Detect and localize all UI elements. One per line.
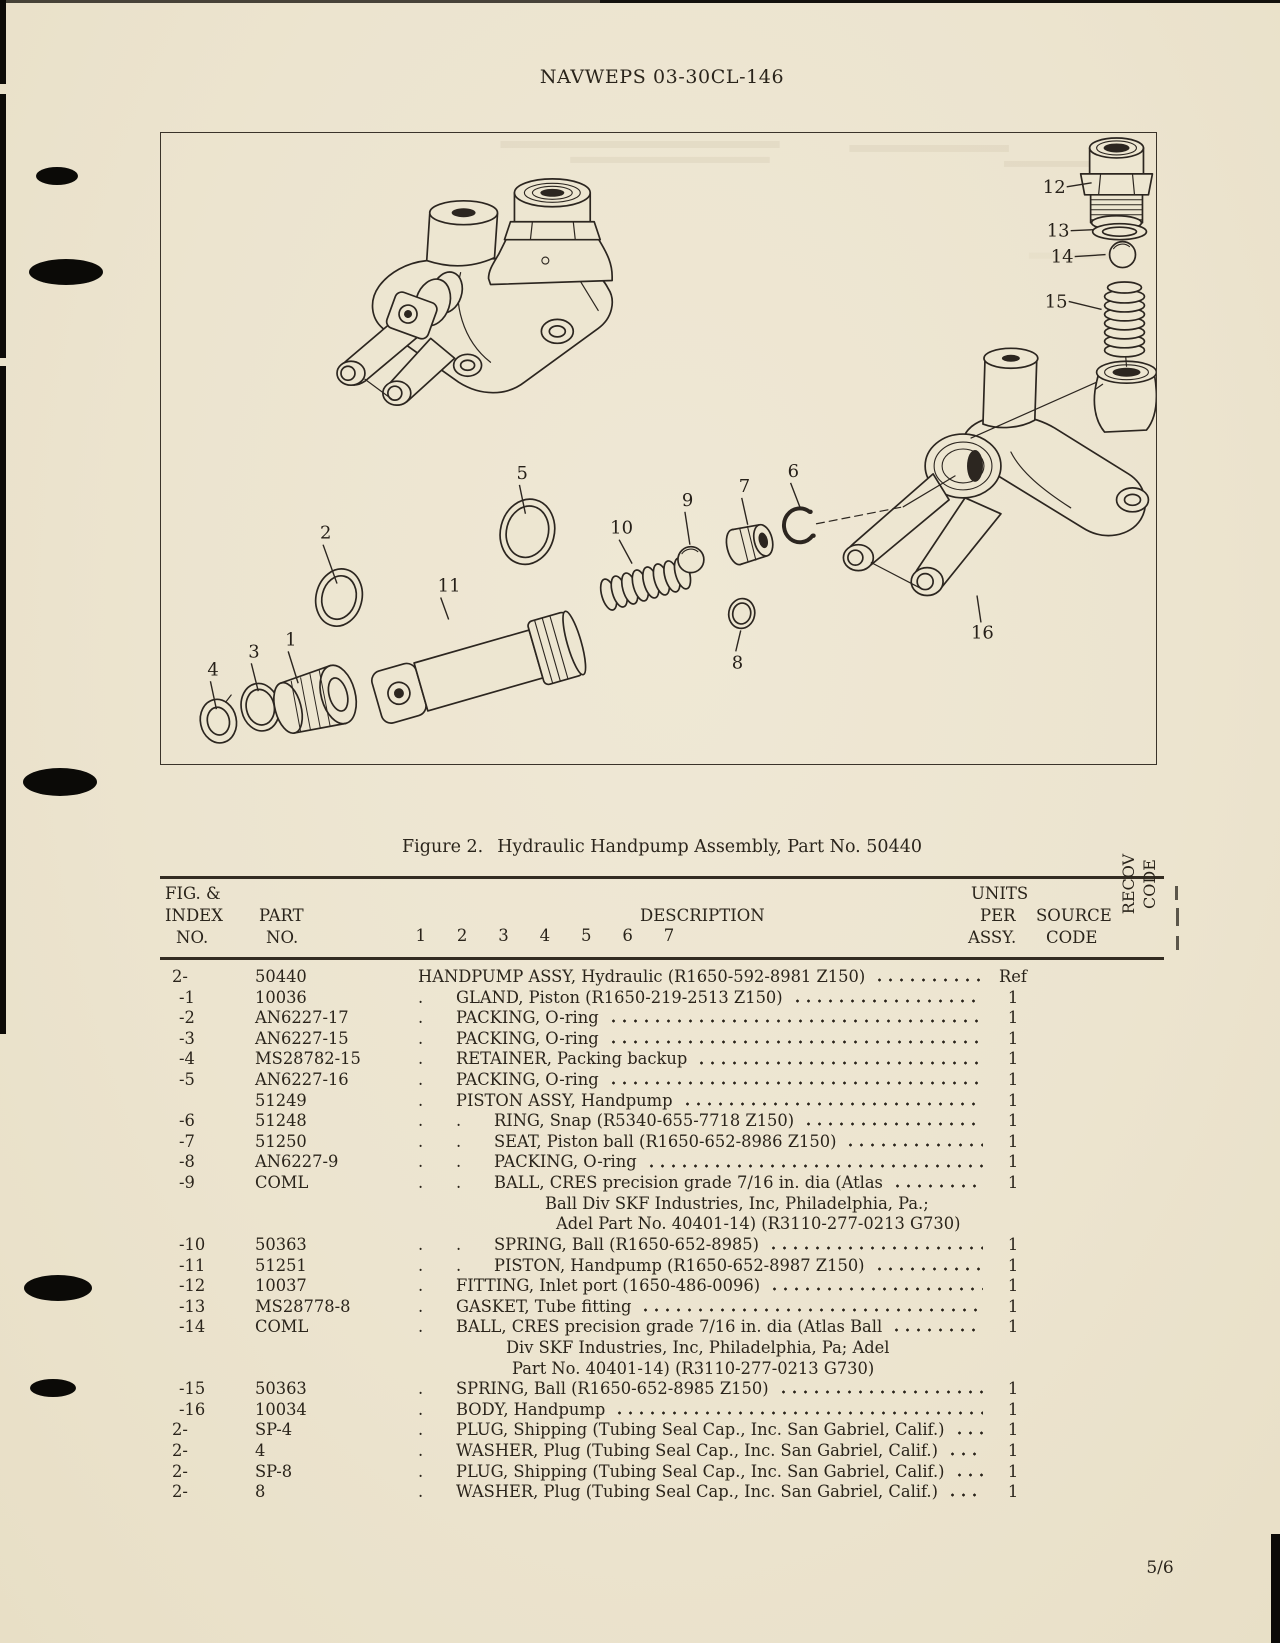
cell-fig-index: -13 xyxy=(179,1296,206,1316)
cell-part-number: 4 xyxy=(255,1441,266,1461)
parts-table-rows xyxy=(160,967,1164,1503)
cell-units-per-assy: 1 xyxy=(1007,1420,1019,1440)
cell-units-per-assy: 1 xyxy=(1007,987,1019,1007)
indenture-dot: . xyxy=(418,1090,424,1110)
description-text: SPRING, Ball (R1650-652-8985 Z150) xyxy=(456,1379,769,1399)
header-indenture-3: 3 xyxy=(498,926,509,945)
cell-units-per-assy: 1 xyxy=(1007,1111,1019,1131)
cell-source-recov xyxy=(1037,1152,1164,1173)
header-fig-index-1: FIG. & xyxy=(165,884,221,903)
cell-part-number: 10036 xyxy=(255,987,307,1007)
cell-source-recov xyxy=(1037,1441,1164,1462)
seat-drawing xyxy=(723,521,776,567)
description-text: BALL, CRES precision grade 7/16 in. dia (Atlas Ball xyxy=(456,1317,883,1337)
cell-fig-index: -16 xyxy=(179,1399,206,1419)
dot-leader xyxy=(608,1029,983,1050)
callout-number-16: 16 xyxy=(971,622,994,644)
callout-number-10: 10 xyxy=(610,517,633,539)
cell-description xyxy=(418,1008,989,1029)
cell-source-recov xyxy=(1037,1235,1164,1256)
callout-number-7: 7 xyxy=(738,475,751,497)
ball-drawing xyxy=(1110,242,1136,268)
cell-description xyxy=(418,1091,989,1112)
cell-fig-index xyxy=(160,1091,255,1112)
indenture-dot: . xyxy=(418,1461,424,1481)
cell-part-number: 10034 xyxy=(255,1399,307,1419)
cell-description xyxy=(418,1400,989,1421)
cell-source-recov xyxy=(1037,1462,1164,1483)
cell-description xyxy=(418,1441,989,1462)
cell-fig-index: 2- xyxy=(172,1420,188,1440)
cell-source-recov xyxy=(1037,1482,1164,1503)
header-indenture-4: 4 xyxy=(539,926,551,945)
header-recov-1: RECOV xyxy=(1119,853,1138,915)
callout-number-3: 3 xyxy=(248,641,260,663)
dot-leader xyxy=(947,1441,983,1462)
cell-source-recov xyxy=(1037,1132,1164,1153)
scan-mark xyxy=(1176,936,1179,950)
cell-source-recov xyxy=(1037,1276,1164,1297)
dot-leader xyxy=(803,1111,983,1132)
cell-source-recov xyxy=(1037,1256,1164,1277)
binder-hole xyxy=(23,768,97,796)
cell-fig-index: -2 xyxy=(179,1008,195,1028)
spring-drawing xyxy=(1105,282,1145,357)
cell-part-number: 50440 xyxy=(255,967,307,986)
header-units-1: UNITS xyxy=(971,884,1029,903)
cell-source-recov xyxy=(1037,1008,1164,1029)
cell-units-per-assy: 1 xyxy=(1007,1090,1019,1110)
indenture-dot: . xyxy=(418,1255,424,1275)
header-indenture-7: 7 xyxy=(663,926,675,945)
callout-leader-6 xyxy=(791,483,801,509)
page-right-edge-bar xyxy=(1271,1534,1280,1643)
header-part-1: PART xyxy=(259,906,304,925)
indenture-dot: . xyxy=(418,1441,424,1461)
cell-units-per-assy: 1 xyxy=(1007,1296,1019,1316)
description-text: PACKING, O-ring xyxy=(494,1152,637,1172)
cell-fig-index: 2- xyxy=(172,1482,188,1502)
table-row xyxy=(160,1359,1164,1380)
indenture-dot: . xyxy=(418,1399,424,1419)
cell-units-per-assy: 1 xyxy=(1007,1482,1019,1502)
callout-leader-11 xyxy=(441,598,449,620)
table-top-rule xyxy=(160,876,1164,879)
cell-part-number: SP-8 xyxy=(255,1461,293,1481)
cell-units-per-assy: 1 xyxy=(1007,1399,1019,1419)
header-source-2: CODE xyxy=(1046,928,1098,947)
figure-box xyxy=(160,132,1157,765)
cell-description xyxy=(418,1482,989,1503)
callout-number-11: 11 xyxy=(437,575,461,597)
cell-fig-index: -9 xyxy=(179,1173,195,1193)
inlet-fitting-drawing xyxy=(1081,138,1153,230)
table-row xyxy=(160,1338,1164,1359)
table-header-rule xyxy=(160,957,1164,960)
indenture-dot: . xyxy=(456,1255,462,1275)
cell-part-number: COML xyxy=(255,1173,309,1193)
binder-hole xyxy=(30,1379,76,1397)
cell-part-number: MS28778-8 xyxy=(255,1296,351,1316)
description-text: BODY, Handpump xyxy=(456,1399,606,1419)
cell-description xyxy=(418,1152,989,1173)
cell-source-recov xyxy=(1037,1400,1164,1421)
table-row xyxy=(160,1256,1164,1277)
cell-description xyxy=(418,967,989,988)
assembled-handpump-drawing xyxy=(337,179,612,405)
cell-fig-index: -1 xyxy=(179,987,195,1007)
cell-units-per-assy: 1 xyxy=(1007,1152,1019,1172)
binder-hole xyxy=(29,259,103,285)
dot-leader xyxy=(640,1297,983,1318)
header-recov-2: CODE xyxy=(1140,859,1159,909)
dot-leader xyxy=(646,1152,983,1173)
ball-9-drawing xyxy=(678,547,704,573)
figure-caption xyxy=(160,837,1164,857)
binder-hole xyxy=(24,1275,92,1301)
callout-leader-16 xyxy=(977,596,981,623)
scan-mark xyxy=(1175,886,1178,900)
table-row xyxy=(160,1400,1164,1421)
cell-description xyxy=(418,1462,989,1483)
cell-description xyxy=(418,1029,989,1050)
cell-fig-index: -4 xyxy=(179,1049,195,1069)
indenture-dot: . xyxy=(456,1234,462,1254)
dot-leader xyxy=(614,1400,983,1421)
cell-units-per-assy: Ref xyxy=(999,967,1027,986)
description-text: PLUG, Shipping (Tubing Seal Cap., Inc. San Gabriel, Calif.) xyxy=(456,1420,945,1440)
dot-leader xyxy=(947,1482,983,1503)
dot-leader xyxy=(874,1256,983,1277)
callout-number-14: 14 xyxy=(1050,246,1074,268)
callout-number-15: 15 xyxy=(1044,291,1068,313)
cell-description xyxy=(418,1111,989,1132)
table-row xyxy=(160,1441,1164,1462)
description-text: RING, Snap (R5340-655-7718 Z150) xyxy=(494,1111,795,1131)
dot-leader xyxy=(608,1008,983,1029)
cell-units-per-assy: 1 xyxy=(1007,1049,1019,1069)
description-continuation: Div SKF Industries, Inc, Philadelphia, Pa; Adel xyxy=(506,1337,890,1357)
description-text: WASHER, Plug (Tubing Seal Cap., Inc. San Gabriel, Calif.) xyxy=(456,1482,938,1502)
cell-description xyxy=(418,1379,989,1400)
dot-leader xyxy=(845,1132,983,1153)
dot-leader xyxy=(954,1462,983,1483)
cell-description xyxy=(418,1256,989,1277)
header-indenture-6: 6 xyxy=(622,926,633,945)
cell-description xyxy=(418,1070,989,1091)
cell-source-recov xyxy=(1037,988,1164,1009)
indenture-dot: . xyxy=(418,1028,424,1048)
table-row xyxy=(160,1317,1164,1338)
handpump-body-drawing xyxy=(843,348,1156,595)
binder-edge-bar xyxy=(0,94,6,358)
cell-part-number: 8 xyxy=(255,1482,266,1502)
page-number: 5/6 xyxy=(1146,1558,1174,1578)
callout-number-5: 5 xyxy=(516,462,528,484)
cell-fig-index: -8 xyxy=(179,1152,195,1172)
table-row xyxy=(160,988,1164,1009)
cell-fig-index: 2- xyxy=(172,1461,188,1481)
cell-part-number: SP-4 xyxy=(255,1420,293,1440)
callout-leader-9 xyxy=(685,512,690,545)
cell-source-recov xyxy=(1037,1029,1164,1050)
cell-source-recov xyxy=(1037,1297,1164,1318)
cell-part-number: AN6227-16 xyxy=(255,1070,349,1090)
table-row xyxy=(160,1462,1164,1483)
description-text: PACKING, O-ring xyxy=(456,1028,599,1048)
callout-leader-8 xyxy=(736,630,741,651)
table-row xyxy=(160,1091,1164,1112)
dot-leader xyxy=(768,1235,983,1256)
cell-fig-index: -12 xyxy=(179,1276,206,1296)
cell-description xyxy=(418,1173,989,1194)
callout-leader-15 xyxy=(1069,301,1102,309)
cell-source-recov xyxy=(1037,1379,1164,1400)
cell-part-number: 50363 xyxy=(255,1379,307,1399)
description-continuation: Ball Div SKF Industries, Inc, Philadelphia, Pa.; xyxy=(545,1193,929,1213)
indenture-dot: . xyxy=(418,1008,424,1028)
dot-leader xyxy=(608,1070,983,1091)
cell-source-recov xyxy=(1037,1173,1164,1194)
header-fig-index-2: INDEX xyxy=(165,906,223,925)
header-fig-index-3: NO. xyxy=(176,928,209,947)
doc-number: NAVWEPS 03-30CL-146 xyxy=(539,66,785,88)
header-indenture-5: 5 xyxy=(581,926,592,945)
description-text: PISTON ASSY, Handpump xyxy=(456,1090,673,1110)
oring-2-drawing xyxy=(310,564,368,631)
cell-part-number: MS28782-15 xyxy=(255,1049,361,1069)
cell-description xyxy=(418,1049,989,1070)
oring-5-drawing xyxy=(493,493,561,570)
cell-part-number: 51249 xyxy=(255,1090,307,1110)
indenture-dot: . xyxy=(418,1049,424,1069)
table-row xyxy=(160,1029,1164,1050)
cell-part-number: 50363 xyxy=(255,1234,307,1254)
scan-mark xyxy=(1176,908,1179,926)
gland-drawing xyxy=(268,661,362,740)
table-row xyxy=(160,1152,1164,1173)
dot-leader xyxy=(696,1049,983,1070)
callout-number-1: 1 xyxy=(285,629,297,651)
indenture-dot: . xyxy=(456,1152,462,1172)
callout-number-9: 9 xyxy=(681,489,694,511)
description-continuation: Part No. 40401-14) (R3110-277-0213 G730) xyxy=(512,1358,875,1378)
cell-description xyxy=(418,1276,989,1297)
cell-part-number: 51250 xyxy=(255,1131,307,1151)
indenture-dot: . xyxy=(418,1379,424,1399)
indenture-dot: . xyxy=(418,1131,424,1151)
description-text: GLAND, Piston (R1650-219-2513 Z150) xyxy=(456,987,783,1007)
cell-source-recov xyxy=(1037,1049,1164,1070)
table-row xyxy=(160,1132,1164,1153)
indenture-dot: . xyxy=(418,1317,424,1337)
table-row xyxy=(160,1049,1164,1070)
cell-description xyxy=(418,1420,989,1441)
cell-description xyxy=(418,1317,989,1338)
indenture-dot: . xyxy=(456,1173,462,1193)
description-text: PLUG, Shipping (Tubing Seal Cap., Inc. San Gabriel, Calif.) xyxy=(456,1461,945,1481)
header-indenture-numbers xyxy=(400,926,690,945)
indenture-dot: . xyxy=(456,1131,462,1151)
header-part-2: NO. xyxy=(266,928,299,947)
cell-units-per-assy: 1 xyxy=(1007,1234,1019,1254)
cell-units-per-assy: 1 xyxy=(1007,1173,1019,1193)
cell-units-per-assy: 1 xyxy=(1007,1131,1019,1151)
indenture-dot: . xyxy=(418,987,424,1007)
piston-drawing xyxy=(368,609,590,731)
description-text: PISTON, Handpump (R1650-652-8987 Z150) xyxy=(494,1255,865,1275)
cell-source-recov xyxy=(1037,1111,1164,1132)
cell-units-per-assy: 1 xyxy=(1007,1255,1019,1275)
cell-description xyxy=(418,1235,989,1256)
snap-ring-drawing xyxy=(784,508,816,542)
callout-number-2: 2 xyxy=(320,522,332,544)
cell-fig-index: -14 xyxy=(179,1317,206,1337)
dot-leader xyxy=(891,1317,983,1338)
cell-fig-index: -6 xyxy=(179,1111,195,1131)
cell-units-per-assy: 1 xyxy=(1007,1276,1019,1296)
figure-caption-title: Hydraulic Handpump Assembly, Part No. 50440 xyxy=(497,837,922,857)
cell-source-recov xyxy=(1037,1420,1164,1441)
cell-fig-index: 2- xyxy=(172,1441,188,1461)
description-text: WASHER, Plug (Tubing Seal Cap., Inc. San Gabriel, Calif.) xyxy=(456,1441,938,1461)
description-text: BALL, CRES precision grade 7/16 in. dia (Atlas xyxy=(494,1173,883,1193)
header-recov xyxy=(1118,844,1162,924)
table-row xyxy=(160,1111,1164,1132)
cell-part-number: COML xyxy=(255,1317,309,1337)
binder-edge-bar xyxy=(0,0,6,84)
callout-leader-7 xyxy=(742,498,748,525)
exploded-view-art xyxy=(196,138,1156,746)
dot-leader xyxy=(682,1091,983,1112)
cell-fig-index: -15 xyxy=(179,1379,206,1399)
cell-source-recov xyxy=(1037,1091,1164,1112)
page-top-edge-dark xyxy=(600,0,1280,3)
cell-units-per-assy: 1 xyxy=(1007,1317,1019,1337)
description-continuation: Adel Part No. 40401-14) (R3110-277-0213 G730) xyxy=(556,1214,961,1234)
cell-fig-index: -3 xyxy=(179,1028,195,1048)
cell-description xyxy=(418,988,989,1009)
indenture-dot: . xyxy=(418,1276,424,1296)
header-description: DESCRIPTION xyxy=(640,906,765,925)
cell-part-number: AN6227-17 xyxy=(255,1008,349,1028)
table-row xyxy=(160,1173,1164,1194)
callout-leader-10 xyxy=(619,540,632,564)
description-text: HANDPUMP ASSY, Hydraulic (R1650-592-8981 Z150) xyxy=(418,967,866,986)
cell-source-recov xyxy=(1037,1070,1164,1091)
cell-source-recov xyxy=(1037,967,1164,988)
header-indenture-1: 1 xyxy=(415,926,426,945)
indenture-dot: . xyxy=(418,1482,424,1502)
cell-units-per-assy: 1 xyxy=(1007,1379,1019,1399)
cell-units-per-assy: 1 xyxy=(1007,1028,1019,1048)
figure-caption-number: Figure 2. xyxy=(402,837,484,857)
exploded-view-figure xyxy=(161,133,1156,764)
dot-leader xyxy=(792,988,983,1009)
description-text: FITTING, Inlet port (1650-486-0096) xyxy=(456,1276,761,1296)
table-row xyxy=(160,1008,1164,1029)
cell-fig-index: -11 xyxy=(179,1255,206,1275)
dot-leader xyxy=(892,1173,983,1194)
description-text: PACKING, O-ring xyxy=(456,1070,599,1090)
cell-part-number: AN6227-9 xyxy=(255,1152,339,1172)
cell-part-number: 51248 xyxy=(255,1111,307,1131)
table-row xyxy=(160,1420,1164,1441)
indenture-dot: . xyxy=(456,1111,462,1131)
description-text: SEAT, Piston ball (R1650-652-8986 Z150) xyxy=(494,1131,837,1151)
description-text: RETAINER, Packing backup xyxy=(456,1049,688,1069)
callout-number-8: 8 xyxy=(731,652,744,674)
indenture-dot: . xyxy=(418,1111,424,1131)
dot-leader xyxy=(769,1276,983,1297)
retainer-drawing xyxy=(196,695,240,746)
table-row xyxy=(160,1194,1164,1215)
cell-units-per-assy: 1 xyxy=(1007,1461,1019,1481)
indenture-dot: . xyxy=(418,1234,424,1254)
table-row xyxy=(160,1297,1164,1318)
callout-number-13: 13 xyxy=(1046,220,1070,242)
cell-source-recov xyxy=(1037,1317,1164,1338)
indenture-dot: . xyxy=(418,1152,424,1172)
header-units-2: PER xyxy=(980,906,1016,925)
cell-description xyxy=(418,1132,989,1153)
table-row xyxy=(160,1379,1164,1400)
cell-fig-index: -5 xyxy=(179,1070,195,1090)
cell-part-number: 51251 xyxy=(255,1255,307,1275)
binder-edge-bar xyxy=(0,366,6,1034)
cell-part-number: AN6227-15 xyxy=(255,1028,349,1048)
cell-fig-index: -7 xyxy=(179,1131,195,1151)
table-row xyxy=(160,1235,1164,1256)
callout-leader-13 xyxy=(1071,230,1094,231)
cell-part-number: 10037 xyxy=(255,1276,307,1296)
table-row xyxy=(160,967,1164,988)
indenture-dot: . xyxy=(418,1173,424,1193)
description-text: PACKING, O-ring xyxy=(456,1008,599,1028)
cell-description xyxy=(418,1297,989,1318)
table-row xyxy=(160,1482,1164,1503)
cell-units-per-assy: 1 xyxy=(1007,1008,1019,1028)
callout-number-12: 12 xyxy=(1042,176,1066,198)
indenture-dot: . xyxy=(418,1296,424,1316)
callout-number-6: 6 xyxy=(787,460,800,482)
callout-number-4: 4 xyxy=(207,659,219,681)
cell-fig-index: -10 xyxy=(179,1234,206,1254)
header-source-1: SOURCE xyxy=(1036,906,1112,925)
table-row xyxy=(160,1276,1164,1297)
indenture-dot: . xyxy=(418,1070,424,1090)
table-row xyxy=(160,1214,1164,1235)
description-text: SPRING, Ball (R1650-652-8985) xyxy=(494,1234,759,1254)
table-row xyxy=(160,1070,1164,1091)
dot-leader xyxy=(874,967,983,988)
cell-units-per-assy: 1 xyxy=(1007,1441,1019,1461)
description-text: GASKET, Tube fitting xyxy=(456,1296,632,1316)
binder-hole xyxy=(36,167,78,185)
header-units-3: ASSY. xyxy=(968,928,1017,947)
oring-8-drawing xyxy=(726,597,757,631)
indenture-dot: . xyxy=(418,1420,424,1440)
cell-fig-index: 2- xyxy=(172,967,188,986)
header-indenture-2: 2 xyxy=(456,926,468,945)
cell-units-per-assy: 1 xyxy=(1007,1070,1019,1090)
dot-leader xyxy=(954,1420,983,1441)
gasket-drawing xyxy=(1093,224,1147,240)
dot-leader xyxy=(778,1379,983,1400)
